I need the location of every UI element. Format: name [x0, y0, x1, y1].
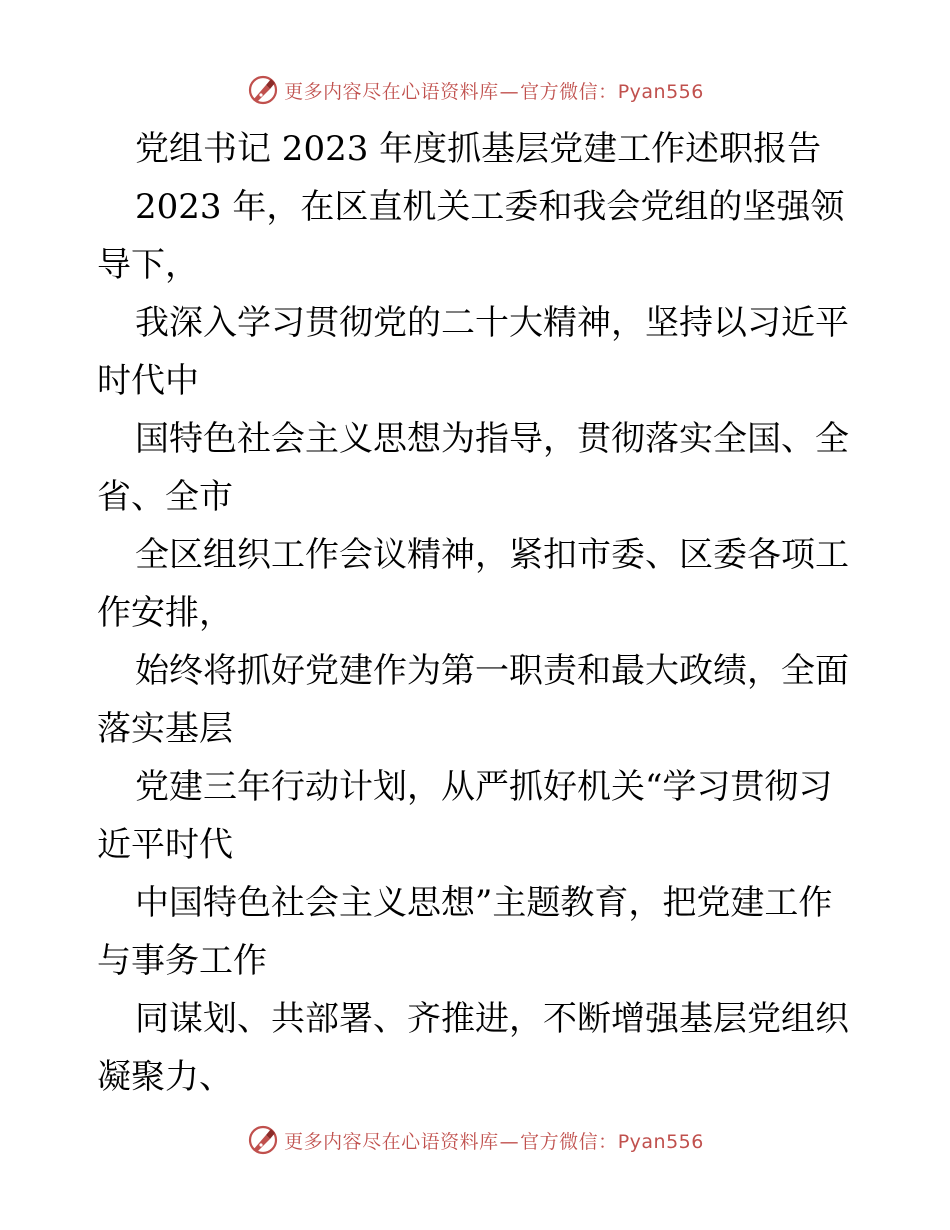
paragraph-line: 导下， — [97, 245, 199, 285]
paragraph-line: 全区组织工作会议精神，紧扣市委、区委各项工 — [135, 535, 849, 575]
document-title: 党组书记 2023 年度抓基层党建工作述职报告 — [135, 129, 822, 169]
footer-watermark-banner — [0, 1120, 950, 1160]
wechat-id: Pyan556 — [617, 1130, 704, 1153]
banner-dash: — — [499, 80, 520, 103]
paragraph-line: 省、全市 — [97, 477, 233, 517]
paragraph-line: 党建三年行动计划，从严抓好机关“学习贯彻习 — [135, 767, 833, 807]
brand-text: 更多内容尽在心语资料库 — [284, 80, 499, 103]
wechat-label: 官方微信： — [520, 1130, 618, 1153]
banner-dash: — — [499, 1130, 520, 1153]
document-body — [97, 120, 857, 1106]
paragraph-line: 中国特色社会主义思想”主题教育，把党建工作 — [135, 883, 833, 923]
paragraph-line: 与事务工作 — [97, 941, 267, 981]
pen-nib-logo-icon — [246, 73, 280, 107]
paragraph-line: 凝聚力、 — [97, 1057, 233, 1097]
paragraph-line: 近平时代 — [97, 825, 233, 865]
paragraph-line: 我深入学习贯彻党的二十大精神，坚持以习近平 — [135, 303, 849, 343]
paragraph-line: 始终将抓好党建作为第一职责和最大政绩，全面 — [135, 651, 849, 691]
paragraph-line: 落实基层 — [97, 709, 233, 749]
pen-nib-logo-icon — [246, 1123, 280, 1157]
paragraph-line: 同谋划、共部署、齐推进，不断增强基层党组织 — [135, 999, 849, 1039]
brand-text: 更多内容尽在心语资料库 — [284, 1130, 499, 1153]
paragraph-line: 国特色社会主义思想为指导，贯彻落实全国、全 — [135, 419, 849, 459]
header-watermark-banner — [0, 70, 950, 110]
paragraph-line: 时代中 — [97, 361, 199, 401]
paragraph-line: 作安排， — [97, 593, 233, 633]
paragraph-line: 2023 年，在区直机关工委和我会党组的坚强领 — [135, 187, 845, 227]
wechat-id: Pyan556 — [617, 80, 704, 103]
wechat-label: 官方微信： — [520, 80, 618, 103]
